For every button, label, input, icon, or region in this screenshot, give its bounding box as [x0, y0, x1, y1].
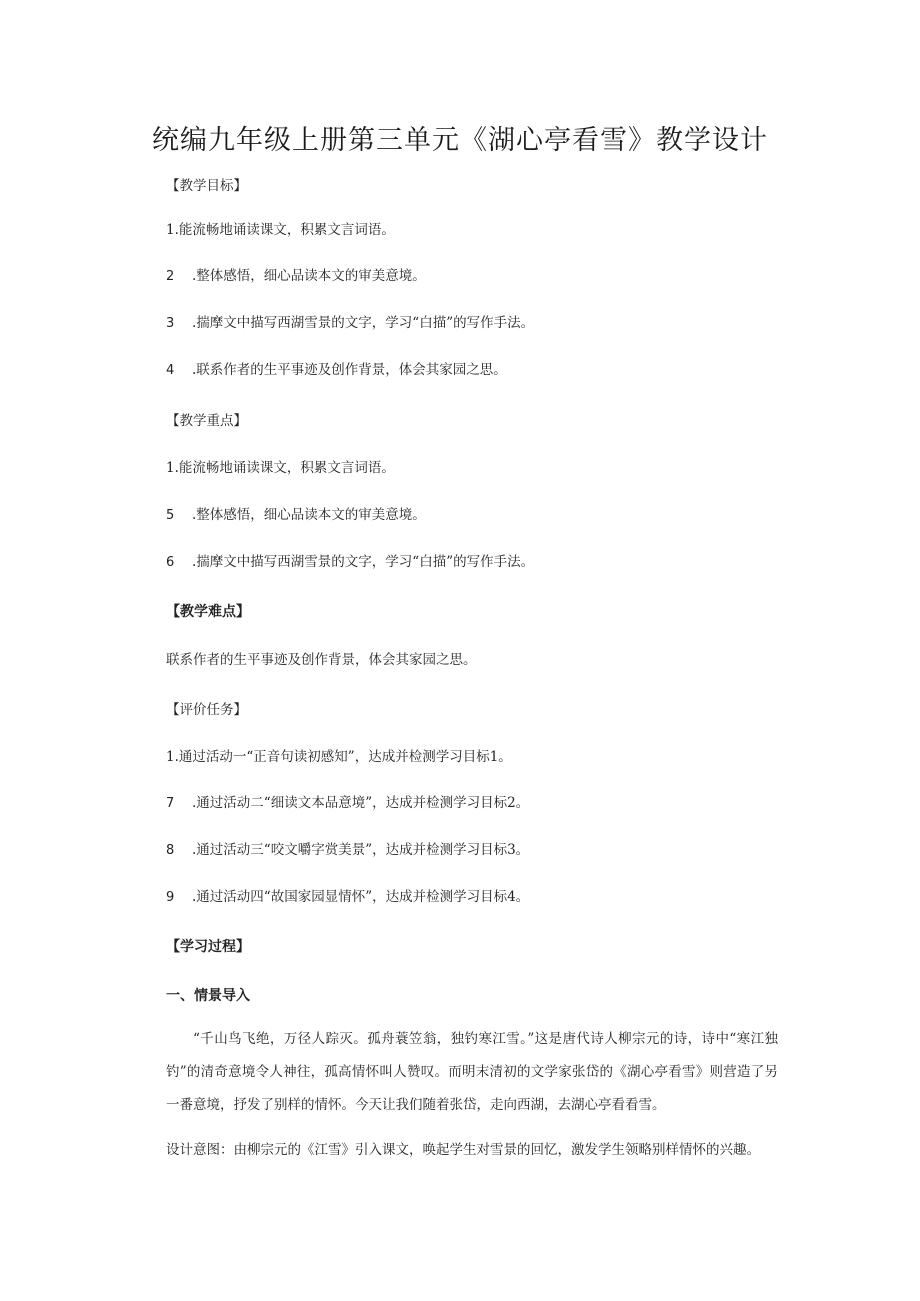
goal-item-1-text: 能流畅地诵读课文，积累文言词语。 — [178, 222, 395, 238]
evaluation-item-4-text: .通过活动四“故国家园显情怀”，达成并检测学习目标4。 — [192, 889, 530, 905]
evaluation-item-1-text: 通过活动一“正音句读初感知”，达成并检测学习目标1。 — [178, 749, 512, 765]
evaluation-item-1-num: 1. — [166, 749, 179, 765]
keypoint-item-2-num: 5 — [166, 508, 175, 523]
goal-item-2-text: .整体感悟，细心品读本文的审美意境。 — [192, 268, 426, 284]
keypoint-item-2 — [166, 505, 426, 526]
goal-item-4 — [166, 360, 507, 381]
keypoint-item-1 — [166, 458, 395, 478]
goal-item-1-num: 1. — [166, 222, 179, 238]
goal-item-4-text: .联系作者的生平事迹及创作背景，体会其家园之思。 — [192, 362, 507, 378]
evaluation-item-2-text: .通过活动二“细读文本品意境”，达成并检测学习目标2。 — [192, 795, 530, 811]
section-1-heading: 一、情景导入 — [166, 988, 250, 1004]
keypoint-item-3-text: .揣摩文中描写西湖雪景的文字，学习“白描”的写作手法。 — [192, 554, 535, 570]
keypoints-heading: 【教学重点】 — [166, 413, 247, 429]
evaluation-item-4 — [166, 887, 529, 908]
goal-item-2 — [166, 266, 426, 287]
evaluation-item-2-num: 7 — [166, 796, 175, 811]
keypoint-item-3-num: 6 — [166, 555, 175, 570]
intro-paragraph: “千山鸟飞绝，万径人踪灭。孤舟蓑笠翁，独钓寒江雪。”这是唐代诗人柳宗元的诗，诗中“寒江独钓”的清奇意境令人神往，孤高情怀叫人赞叹。而明末清初的文学家张岱的《湖心亭看雪》则营造了另一番意境，抒发了别样的情怀。今天让我们随着张岱，走向西湖，去湖心亭看看雪。 — [166, 1031, 778, 1113]
evaluation-item-1 — [166, 747, 512, 767]
keypoint-item-2-text: .整体感悟，细心品读本文的审美意境。 — [192, 507, 426, 523]
document-title: 统编九年级上册第三单元《湖心亭看雪》教学设计 — [152, 125, 768, 156]
keypoint-item-3 — [166, 552, 534, 573]
keypoint-item-1-num: 1. — [166, 460, 179, 476]
evaluation-heading: 【评价任务】 — [166, 702, 247, 718]
design-intent: 设计意图：由柳宗元的《江雪》引入课文，唤起学生对雪景的回忆，激发学生领略别样情怀的兴趣。 — [166, 1142, 760, 1158]
goal-item-3-text: .揣摩文中描写西湖雪景的文字，学习“白描”的写作手法。 — [192, 315, 535, 331]
goal-item-3 — [166, 313, 534, 334]
keypoint-item-1-text: 能流畅地诵读课文，积累文言词语。 — [178, 460, 395, 476]
goal-item-3-num: 3 — [166, 316, 175, 331]
evaluation-item-3 — [166, 840, 529, 861]
evaluation-item-2 — [166, 793, 529, 814]
evaluation-item-3-num: 8 — [166, 843, 175, 858]
process-heading: 【学习过程】 — [166, 939, 250, 955]
goal-item-1 — [166, 220, 395, 240]
goal-item-2-num: 2 — [166, 269, 175, 284]
evaluation-item-4-num: 9 — [166, 890, 175, 905]
difficulties-text: 联系作者的生平事迹及创作背景，体会其家园之思。 — [166, 652, 477, 668]
goal-item-4-num: 4 — [166, 363, 175, 378]
evaluation-item-3-text: .通过活动三“咬文嚼字赏美景”，达成并检测学习目标3。 — [192, 842, 530, 858]
goals-heading: 【教学目标】 — [166, 178, 247, 194]
difficulties-heading: 【教学难点】 — [166, 604, 250, 620]
